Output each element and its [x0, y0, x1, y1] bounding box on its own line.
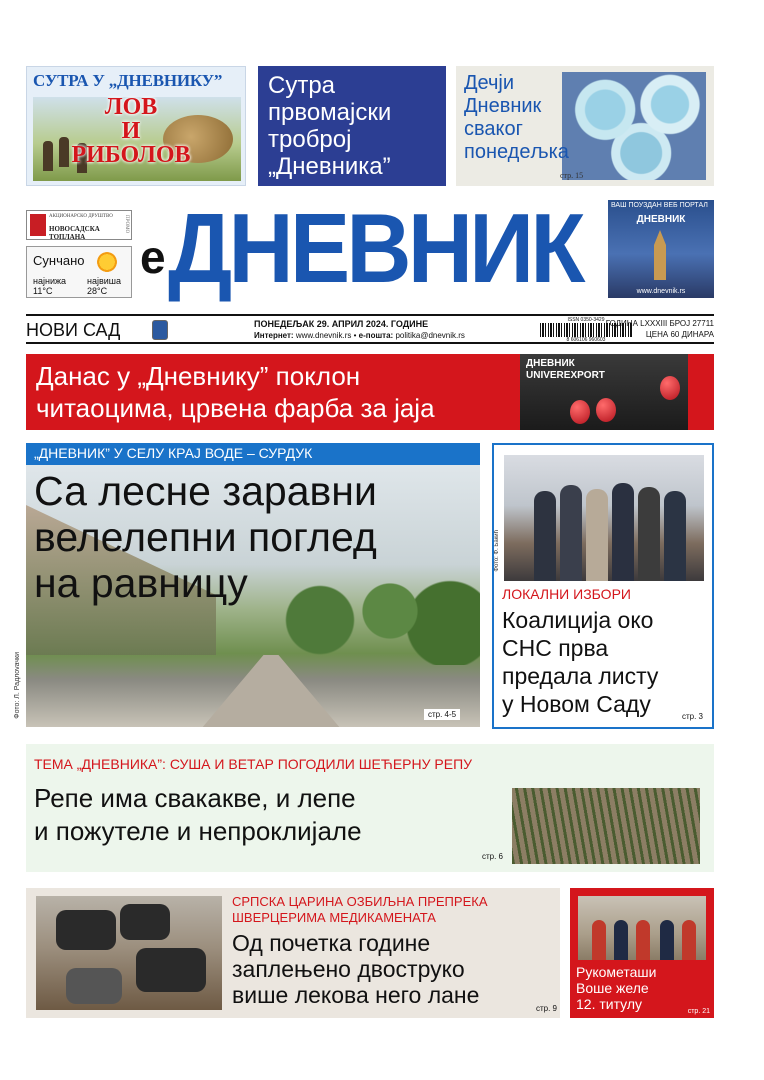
side-story-kicker: ЛОКАЛНИ ИЗБОРИ [502, 586, 631, 602]
page-reference: стр. 4-5 [424, 709, 460, 720]
beet-story[interactable] [26, 744, 714, 872]
egg-icon [596, 398, 616, 422]
headline-line: на равницу [34, 560, 248, 606]
cathedral-tower-icon [654, 230, 666, 280]
headline-line: Са лесне заравни [34, 468, 377, 514]
promo-title [27, 95, 235, 167]
separator: • [353, 331, 359, 340]
seized-medicine-photo [36, 896, 222, 1010]
photo-credit: Фото: Ф. Бакић [494, 530, 500, 572]
weather-low [33, 276, 66, 296]
egg-icon [570, 400, 590, 424]
field-rows [512, 788, 700, 864]
price: ЦЕНА 60 ДИНАРА [645, 330, 714, 339]
weather-condition: Сунчано [33, 253, 85, 268]
mail-link[interactable]: politika@dnevnik.rs [395, 331, 465, 340]
headline-line: Воше желе [576, 980, 649, 996]
handball-photo [578, 896, 706, 960]
banner-text [36, 360, 435, 424]
headline-line: заплењено двоструко [232, 956, 465, 982]
toplana-logo-icon [30, 214, 46, 236]
headline-line: 12. титулу [576, 996, 643, 1012]
bag-icon [136, 948, 206, 992]
handball-headline [576, 964, 708, 1012]
newspaper-masthead[interactable]: ДНЕВНИК [168, 193, 582, 303]
banner-line: читаоцима, црвена фарба за јаја [36, 393, 435, 423]
promo-line: „Дневника” [268, 153, 391, 180]
promo-line: понедељка [464, 141, 569, 163]
easter-eggs-photo [520, 354, 688, 430]
headline-line: велелепни поглед [34, 514, 377, 560]
meds-story-headline [232, 930, 552, 1008]
player-figure [660, 920, 674, 960]
portal-url[interactable]: www.dnevnik.rs [636, 288, 686, 295]
page-reference: стр. 15 [560, 171, 584, 180]
e-letter: e [140, 231, 166, 283]
main-story-kicker: „ДНЕВНИК” У СЕЛУ КРАЈ ВОДЕ – СУРДУК [26, 443, 480, 465]
headline-line: предала листу [502, 663, 659, 689]
promo-kicker: СУТРА У „ДНЕВНИКУ” [33, 71, 223, 90]
year-issue: ГОДИНА LXXXIII БРОЈ 27711 [605, 319, 714, 328]
headline-line: Рукометаши [576, 964, 657, 980]
issn-number: ISSN 0350-3429 [567, 317, 605, 323]
promo-mayday-issue[interactable] [258, 66, 446, 186]
beet-field-photo [512, 752, 700, 864]
weather-low-label: најнижа [33, 276, 66, 286]
person-figure [664, 491, 686, 581]
player-figure [592, 920, 606, 960]
meds-story-kicker [232, 894, 488, 926]
headline-line: у Новом Саду [502, 691, 651, 717]
coalition-photo [504, 455, 704, 581]
gift-banner[interactable] [26, 354, 714, 430]
player-figure [682, 920, 696, 960]
page-reference: стр. 6 [482, 852, 504, 861]
promo-mayday-text [268, 72, 436, 180]
egg-icon [660, 376, 680, 400]
bag-icon [56, 910, 116, 950]
portal-kicker: ВАШ ПОУЗДАН ВЕБ ПОРТАЛ [611, 202, 708, 209]
kicker-line: ШВЕРЦЕРИМА МЕДИКАМЕНАТА [232, 910, 436, 925]
weather-high-label: највиша [87, 276, 122, 286]
village-road [196, 655, 346, 727]
bag-icon [66, 968, 122, 1004]
weather-box [26, 246, 132, 298]
contact-line [254, 331, 465, 340]
medicine-smuggling-story[interactable] [26, 888, 560, 1018]
promo-line: тробрoj [268, 126, 352, 153]
promo-line: Дечји [464, 72, 515, 94]
player-figure [636, 920, 650, 960]
headline-line: Од почетка године [232, 930, 431, 956]
banner-line: Данас у „Дневнику” поклон [36, 361, 361, 391]
headline-line: више лекова него лане [232, 982, 480, 1008]
person-figure [534, 491, 556, 581]
issue-date: ПОНЕДЕЉАК 29. АПРИЛ 2024. ГОДИНЕ [254, 319, 429, 329]
headline-line: Репе има свакакве, и лепе [34, 783, 356, 813]
beet-story-kicker: ТЕМА „ДНЕВНИКА”: СУША И ВЕТАР ПОГОДИЛИ ШЕЋЕРНУ РЕПУ [34, 756, 473, 772]
web-link[interactable]: www.dnevnik.rs [295, 331, 352, 340]
weather-high-value: 28°C [87, 286, 108, 296]
beet-story-headline [34, 782, 514, 848]
brand-line: UNIVEREXPORT [526, 370, 605, 381]
promo-line: Сутра [268, 72, 336, 99]
person-figure [638, 487, 660, 581]
promo-title-line: И [121, 118, 141, 144]
city-crest-icon [152, 320, 168, 340]
city-name: НОВИ САД [26, 320, 121, 340]
sponsor-small-text: АКЦИОНАРСКО ДРУШТВО [49, 214, 113, 219]
barcode-number: 8 606106 960603 [566, 337, 606, 343]
sponsor-brand [526, 358, 605, 382]
promo-title-line: РИБОЛОВ [71, 142, 191, 168]
headline-line: и пожутеле и непроклијале [34, 816, 362, 846]
sponsor-box[interactable] [26, 210, 132, 240]
kicker-line: СРПСКА ЦАРИНА ОЗБИЉНА ПРЕПРЕКА [232, 894, 488, 909]
promo-title-line: ЛОВ [104, 94, 158, 120]
promo-line: сваког [464, 118, 523, 140]
player-figure [614, 920, 628, 960]
side-story-headline[interactable] [502, 606, 702, 718]
sponsor-side-label: ПРОМО [124, 215, 129, 234]
person-figure [586, 489, 608, 581]
promo-kids-dnevnik[interactable] [456, 66, 714, 186]
weather-high [87, 276, 121, 296]
promo-kids-text [464, 72, 614, 164]
photo-credit: Фото: Л. Радлovачки [14, 652, 21, 719]
weather-low-value: 11°C [33, 286, 53, 296]
promo-line: првомајски [268, 99, 392, 126]
brand-line: ДНЕВНИК [526, 358, 575, 369]
mail-label: е-пошта: [358, 331, 394, 340]
web-label: Интернет: [254, 331, 294, 340]
web-portal-promo[interactable] [608, 200, 714, 298]
person-figure [612, 483, 634, 581]
main-story-headline[interactable] [34, 468, 474, 606]
sun-icon [97, 252, 117, 272]
page-reference: стр. 21 [687, 1008, 710, 1015]
person-figure [560, 485, 582, 581]
page-reference: стр. 3 [682, 712, 704, 721]
portal-name: ДНЕВНИК [636, 214, 686, 225]
promo-hunting-fishing[interactable] [26, 66, 246, 186]
bag-icon [120, 904, 170, 940]
page-reference: стр. 9 [536, 1004, 558, 1013]
issue-info-bar [26, 314, 714, 344]
headline-line: СНС прва [502, 635, 609, 661]
sponsor-name: НОВОСАДСКА ТОПЛАНА [49, 225, 100, 241]
headline-line: Коалиција око [502, 607, 654, 633]
promo-line: Дневник [464, 95, 542, 117]
handball-story[interactable] [570, 888, 714, 1018]
